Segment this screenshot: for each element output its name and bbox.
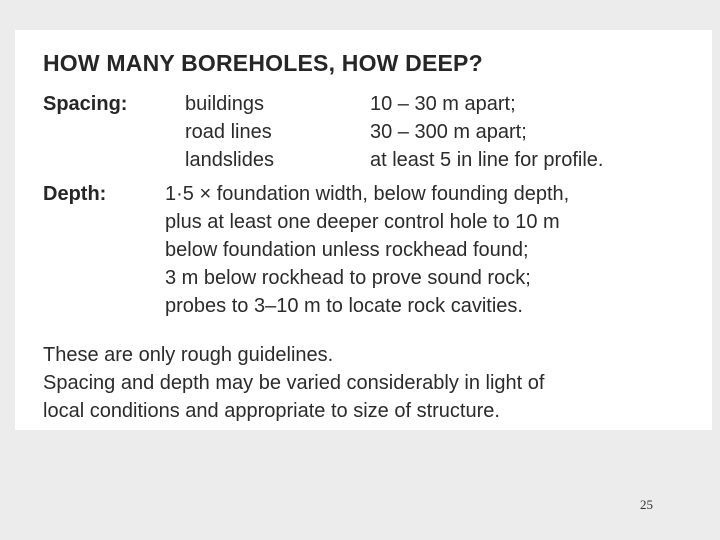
depth-line: 1·5 × foundation width, below founding depth, — [165, 183, 570, 205]
scanned-text-block — [15, 30, 712, 430]
spacing-value-landslides: at least 5 in line for profile. — [370, 149, 604, 171]
note-line: local conditions and appropriate to size of structure. — [43, 400, 500, 422]
spacing-value-road-lines: 30 – 300 m apart; — [370, 121, 527, 143]
depth-line: plus at least one deeper control hole to 10 m — [165, 211, 560, 233]
spacing-value-buildings: 10 – 30 m apart; — [370, 93, 516, 115]
depth-line: probes to 3–10 m to locate rock cavities. — [165, 295, 523, 317]
figure-title: HOW MANY BOREHOLES, HOW DEEP? — [43, 50, 483, 76]
note-line: These are only rough guidelines. — [43, 344, 334, 366]
spacing-item-buildings: buildings — [185, 93, 264, 115]
depth-line: below foundation unless rockhead found; — [165, 239, 529, 261]
slide-number: 25 — [640, 497, 653, 512]
depth-label: Depth: — [43, 183, 107, 205]
depth-line: 3 m below rockhead to prove sound rock; — [165, 267, 531, 289]
spacing-label: Spacing: — [43, 93, 128, 115]
scanned-figure — [15, 30, 712, 430]
spacing-item-landslides: landslides — [185, 149, 274, 171]
spacing-item-road-lines: road lines — [185, 121, 272, 143]
note-line: Spacing and depth may be varied considerably in light of — [43, 372, 545, 394]
